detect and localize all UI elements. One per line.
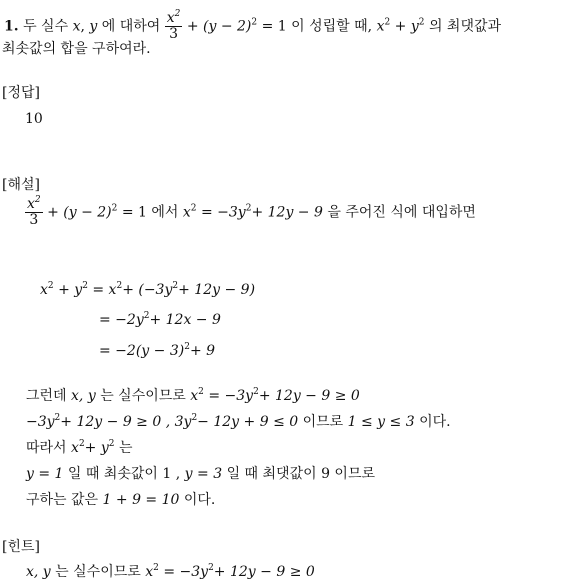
solution-text-2: $-3y^2+ 12y - 9 \ge 0$ , $3y^2- 12y + 9 \le 0$ 이므로 1 ≤ y ≤ 3 이다. <box>26 413 451 430</box>
fraction: $\frac{x^2}{3}$ <box>27 195 41 228</box>
solution-text-5: 구하는 값은 1 + 9 = 10 이다. <box>26 492 216 508</box>
problem-line-1: 1. 두 실수 x, y 에 대하여 $\frac{x^2}{3}$ + $(y - 2)^2 = 1$ 이 성립할 때, $x^2 + y^2$ 의 최댓값과 <box>4 9 502 42</box>
problem-line-2: 최솟값의 합을 구하여라. <box>2 41 151 57</box>
answer-label: [정답] <box>2 85 40 101</box>
solution-line-1: $\frac{x^2}{3}$ + $(y - 2)^2 = 1$ 에서 $x^2 = -3y^2+ 12y - 9$ 을 주어진 식에 대입하면 <box>27 195 476 228</box>
var-x: x <box>72 18 81 35</box>
problem-text: 두 실수 <box>23 18 69 35</box>
solution-text-1: 그런데 x, y 는 실수이므로 $x^2 = -3y^2+ 12y - 9 \ge 0$ <box>26 387 360 404</box>
problem-text: 에 대하여 <box>101 18 161 35</box>
hint-label: [힌트] <box>2 539 40 555</box>
equation-line-3: = $-2(y - 3)^2+ 9$ <box>99 342 216 359</box>
problem-text: 의 최댓값과 <box>428 18 502 35</box>
solution-label: [해설] <box>2 177 40 193</box>
solution-text-3: 따라서 $x^2+ y^2$ 는 <box>26 439 133 456</box>
answer-value: 10 <box>25 111 43 127</box>
equation-line-1: $x^2 + y^2 = x^2+ (-3y^2+ 12y - 9)$ <box>40 281 256 298</box>
hint-text: x, y 는 실수이므로 $x^2 = -3y^2+ 12y - 9 \ge 0$ <box>26 563 315 580</box>
fraction: $\frac{x^2}{3}$ <box>166 9 181 42</box>
var-y: y <box>89 18 98 35</box>
problem-number: 1. <box>4 18 19 35</box>
equation: + (y − 2) <box>186 18 252 35</box>
equation-line-2: = $-2y^2+ 12x - 9$ <box>99 311 221 328</box>
problem-text: 이 성립할 때, <box>291 18 373 35</box>
solution-text-4: y = 1 일 때 최솟값이 1 , y = 3 일 때 최댓값이 9 이므로 <box>26 466 376 482</box>
